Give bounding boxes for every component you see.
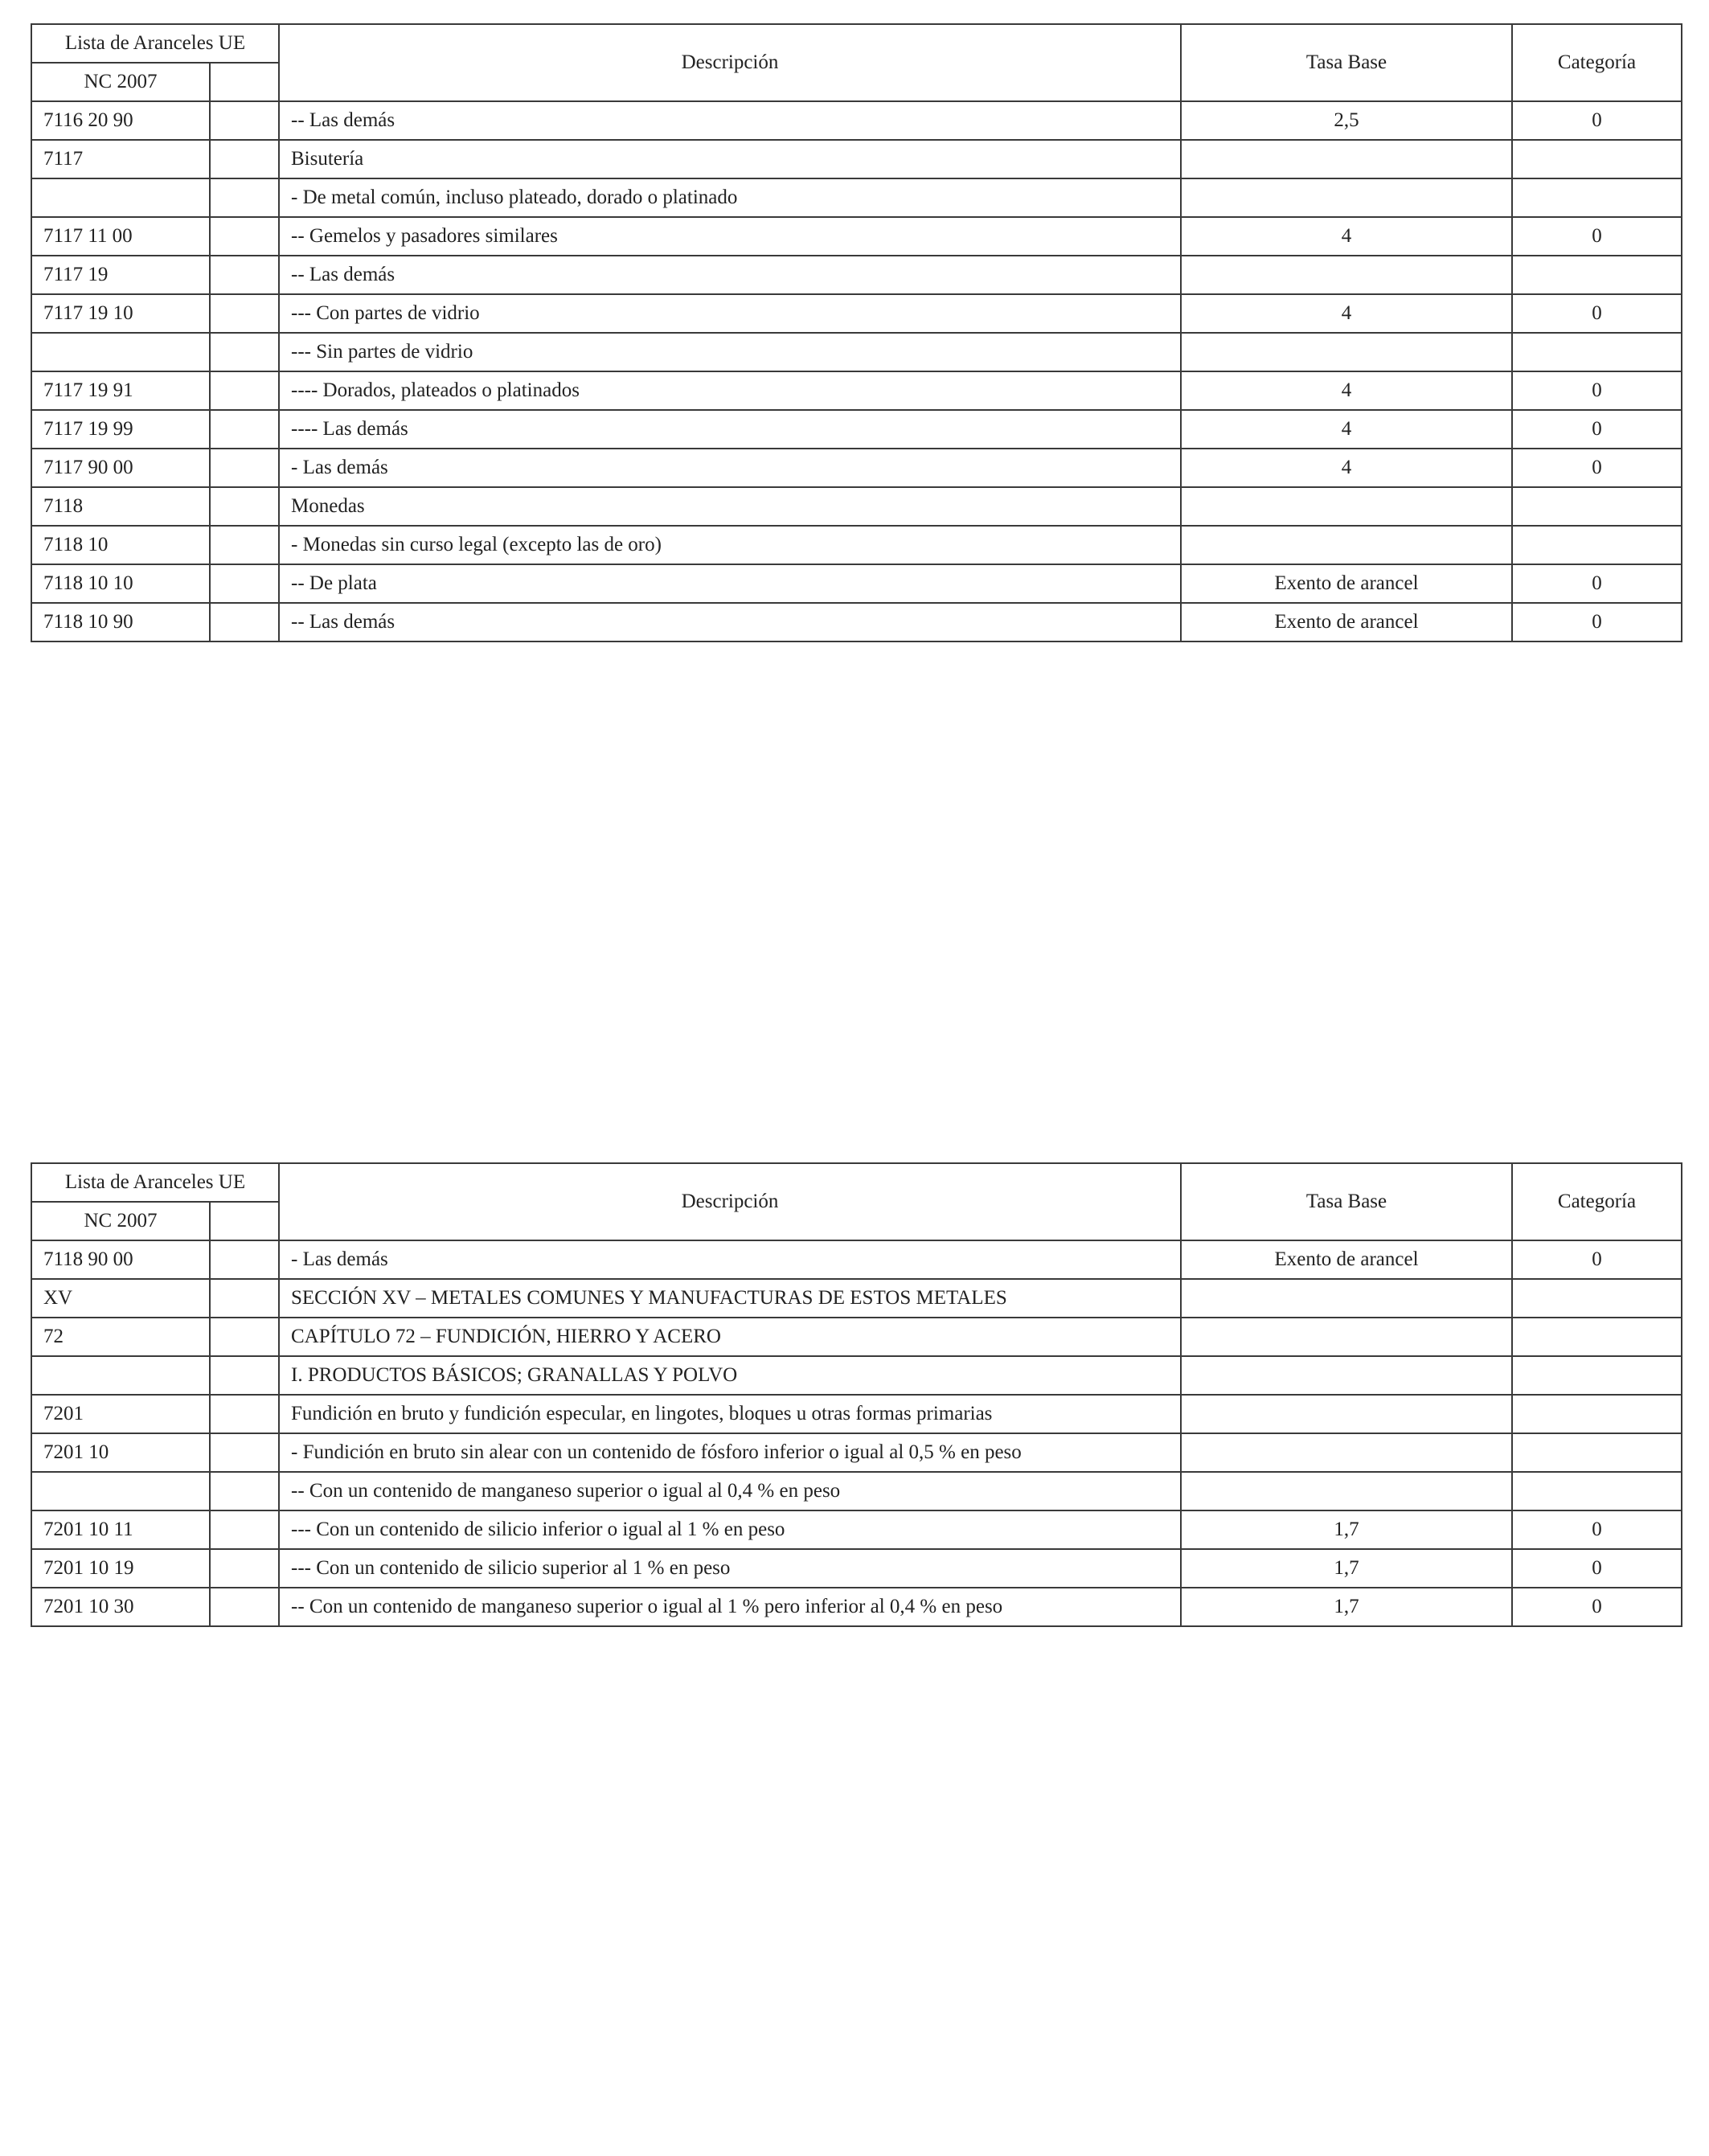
- table-row: [31, 603, 1682, 641]
- nc-code: [31, 333, 210, 371]
- spacer-cell: [210, 217, 279, 256]
- table-row: [31, 178, 1682, 217]
- description-cell: -- Las demás: [279, 101, 1181, 140]
- category-cell: [1512, 526, 1682, 564]
- base-rate-header: Tasa Base: [1181, 1163, 1512, 1240]
- nc-code: 7118 10 90: [31, 603, 210, 641]
- description-cell: -- Gemelos y pasadores similares: [279, 217, 1181, 256]
- base-rate-cell: [1181, 1472, 1512, 1510]
- base-rate-cell: 1,7: [1181, 1549, 1512, 1588]
- category-cell: [1512, 1433, 1682, 1472]
- base-rate-cell: 4: [1181, 217, 1512, 256]
- table-row: [31, 1433, 1682, 1472]
- nc-code: 7201 10 19: [31, 1549, 210, 1588]
- nc-code: 72: [31, 1318, 210, 1356]
- nc-header: NC 2007: [31, 63, 210, 101]
- nc-code: 7117 19 91: [31, 371, 210, 410]
- table-row: [31, 217, 1682, 256]
- description-cell: -- Con un contenido de manganeso superior o igual al 0,4 % en peso: [279, 1472, 1181, 1510]
- category-cell: [1512, 256, 1682, 294]
- base-rate-cell: [1181, 487, 1512, 526]
- base-rate-cell: [1181, 256, 1512, 294]
- description-cell: SECCIÓN XV – METALES COMUNES Y MANUFACTURAS DE ESTOS METALES: [279, 1279, 1181, 1318]
- base-rate-cell: 4: [1181, 371, 1512, 410]
- nc-code: 7201 10: [31, 1433, 210, 1472]
- spacer-cell: [210, 410, 279, 449]
- header-row: [31, 24, 1682, 63]
- description-header: Descripción: [279, 24, 1181, 101]
- nc-code: 7201 10 11: [31, 1510, 210, 1549]
- table-row: [31, 333, 1682, 371]
- nc-code: 7117 19: [31, 256, 210, 294]
- category-cell: 0: [1512, 1510, 1682, 1549]
- table-row: [31, 294, 1682, 333]
- description-cell: ---- Dorados, plateados o platinados: [279, 371, 1181, 410]
- category-cell: [1512, 178, 1682, 217]
- spacer-cell: [210, 1549, 279, 1588]
- category-cell: 0: [1512, 1549, 1682, 1588]
- nc-code: 7117 19 10: [31, 294, 210, 333]
- category-cell: [1512, 1356, 1682, 1395]
- table-row: [31, 1510, 1682, 1549]
- spacer-cell: [210, 1510, 279, 1549]
- table-row: [31, 1279, 1682, 1318]
- table-row: [31, 256, 1682, 294]
- base-rate-cell: [1181, 1395, 1512, 1433]
- nc-code: [31, 1356, 210, 1395]
- category-cell: 0: [1512, 371, 1682, 410]
- spacer-cell: [210, 526, 279, 564]
- spacer-cell: [210, 449, 279, 487]
- base-rate-cell: 4: [1181, 294, 1512, 333]
- category-cell: [1512, 140, 1682, 178]
- category-header: Categoría: [1512, 1163, 1682, 1240]
- nc-code: XV: [31, 1279, 210, 1318]
- category-cell: [1512, 1279, 1682, 1318]
- schedule-header: Lista de Aranceles UE: [31, 24, 279, 63]
- description-cell: Bisutería: [279, 140, 1181, 178]
- category-cell: 0: [1512, 1240, 1682, 1279]
- base-rate-cell: Exento de arancel: [1181, 564, 1512, 603]
- description-cell: - Las demás: [279, 449, 1181, 487]
- description-cell: -- Con un contenido de manganeso superior o igual al 1 % pero inferior al 0,4 % en peso: [279, 1588, 1181, 1626]
- category-cell: 0: [1512, 217, 1682, 256]
- table-row: [31, 487, 1682, 526]
- base-rate-cell: 4: [1181, 410, 1512, 449]
- description-cell: --- Con un contenido de silicio inferior o igual al 1 % en peso: [279, 1510, 1181, 1549]
- description-cell: -- Las demás: [279, 256, 1181, 294]
- table-row: [31, 1356, 1682, 1395]
- category-cell: [1512, 1395, 1682, 1433]
- table-row: [31, 564, 1682, 603]
- base-rate-header: Tasa Base: [1181, 24, 1512, 101]
- spacer-cell: [210, 256, 279, 294]
- category-cell: [1512, 333, 1682, 371]
- base-rate-cell: 4: [1181, 449, 1512, 487]
- description-cell: ---- Las demás: [279, 410, 1181, 449]
- nc-code: [31, 1472, 210, 1510]
- table-row: [31, 526, 1682, 564]
- tariff-table: [31, 23, 1682, 642]
- description-cell: --- Con un contenido de silicio superior al 1 % en peso: [279, 1549, 1181, 1588]
- category-cell: 0: [1512, 294, 1682, 333]
- spacer-cell: [210, 1395, 279, 1433]
- category-cell: 0: [1512, 101, 1682, 140]
- spacer-cell: [210, 140, 279, 178]
- spacer-cell: [210, 1356, 279, 1395]
- spacer-cell: [210, 294, 279, 333]
- description-cell: - Fundición en bruto sin alear con un contenido de fósforo inferior o igual al 0,5 % en peso: [279, 1433, 1181, 1472]
- description-cell: -- De plata: [279, 564, 1181, 603]
- description-header: Descripción: [279, 1163, 1181, 1240]
- spacer-cell: [210, 371, 279, 410]
- spacer-cell: [210, 178, 279, 217]
- base-rate-cell: [1181, 1279, 1512, 1318]
- category-cell: 0: [1512, 449, 1682, 487]
- nc-code: [31, 178, 210, 217]
- description-cell: I. PRODUCTOS BÁSICOS; GRANALLAS Y POLVO: [279, 1356, 1181, 1395]
- description-cell: - Las demás: [279, 1240, 1181, 1279]
- description-cell: Monedas: [279, 487, 1181, 526]
- base-rate-cell: Exento de arancel: [1181, 1240, 1512, 1279]
- nc-code: 7117: [31, 140, 210, 178]
- table-row: [31, 1240, 1682, 1279]
- description-cell: Fundición en bruto y fundición especular, en lingotes, bloques u otras formas primarias: [279, 1395, 1181, 1433]
- table-row: [31, 140, 1682, 178]
- nc-code: 7201 10 30: [31, 1588, 210, 1626]
- spacer-cell: [210, 564, 279, 603]
- base-rate-cell: 1,7: [1181, 1510, 1512, 1549]
- description-cell: - Monedas sin curso legal (excepto las de oro): [279, 526, 1181, 564]
- nc-code: 7116 20 90: [31, 101, 210, 140]
- base-rate-cell: [1181, 526, 1512, 564]
- base-rate-cell: [1181, 333, 1512, 371]
- table-row: [31, 101, 1682, 140]
- category-cell: [1512, 1472, 1682, 1510]
- spacer-cell: [210, 1318, 279, 1356]
- category-cell: 0: [1512, 603, 1682, 641]
- description-cell: --- Con partes de vidrio: [279, 294, 1181, 333]
- spacer-cell: [210, 1279, 279, 1318]
- table-row: [31, 410, 1682, 449]
- nc-code: 7118 10: [31, 526, 210, 564]
- category-header: Categoría: [1512, 24, 1682, 101]
- nc-code: 7118: [31, 487, 210, 526]
- base-rate-cell: 1,7: [1181, 1588, 1512, 1626]
- base-rate-cell: [1181, 1356, 1512, 1395]
- category-cell: 0: [1512, 410, 1682, 449]
- spacer-cell: [210, 1433, 279, 1472]
- category-cell: [1512, 487, 1682, 526]
- base-rate-cell: [1181, 140, 1512, 178]
- nc-header: NC 2007: [31, 1202, 210, 1240]
- nc-code: 7118 10 10: [31, 564, 210, 603]
- description-cell: - De metal común, incluso plateado, dorado o platinado: [279, 178, 1181, 217]
- tariff-table: [31, 1162, 1682, 1627]
- spacer-cell: [210, 101, 279, 140]
- category-cell: 0: [1512, 1588, 1682, 1626]
- table-row: [31, 1472, 1682, 1510]
- empty-header-cell: [210, 1202, 279, 1240]
- table-row: [31, 1318, 1682, 1356]
- base-rate-cell: Exento de arancel: [1181, 603, 1512, 641]
- spacer-cell: [210, 1588, 279, 1626]
- category-cell: 0: [1512, 564, 1682, 603]
- table-row: [31, 1395, 1682, 1433]
- base-rate-cell: [1181, 1318, 1512, 1356]
- nc-code: 7118 90 00: [31, 1240, 210, 1279]
- base-rate-cell: [1181, 1433, 1512, 1472]
- nc-code: 7201: [31, 1395, 210, 1433]
- table-row: [31, 371, 1682, 410]
- table-row: [31, 1549, 1682, 1588]
- spacer-cell: [210, 1240, 279, 1279]
- schedule-header: Lista de Aranceles UE: [31, 1163, 279, 1202]
- description-cell: --- Sin partes de vidrio: [279, 333, 1181, 371]
- header-row: [31, 1163, 1682, 1202]
- nc-code: 7117 11 00: [31, 217, 210, 256]
- base-rate-cell: 2,5: [1181, 101, 1512, 140]
- spacer-cell: [210, 333, 279, 371]
- spacer-cell: [210, 487, 279, 526]
- description-cell: -- Las demás: [279, 603, 1181, 641]
- table-row: [31, 1588, 1682, 1626]
- empty-header-cell: [210, 63, 279, 101]
- base-rate-cell: [1181, 178, 1512, 217]
- table-row: [31, 449, 1682, 487]
- nc-code: 7117 90 00: [31, 449, 210, 487]
- category-cell: [1512, 1318, 1682, 1356]
- spacer-cell: [210, 1472, 279, 1510]
- description-cell: CAPÍTULO 72 – FUNDICIÓN, HIERRO Y ACERO: [279, 1318, 1181, 1356]
- nc-code: 7117 19 99: [31, 410, 210, 449]
- spacer-cell: [210, 603, 279, 641]
